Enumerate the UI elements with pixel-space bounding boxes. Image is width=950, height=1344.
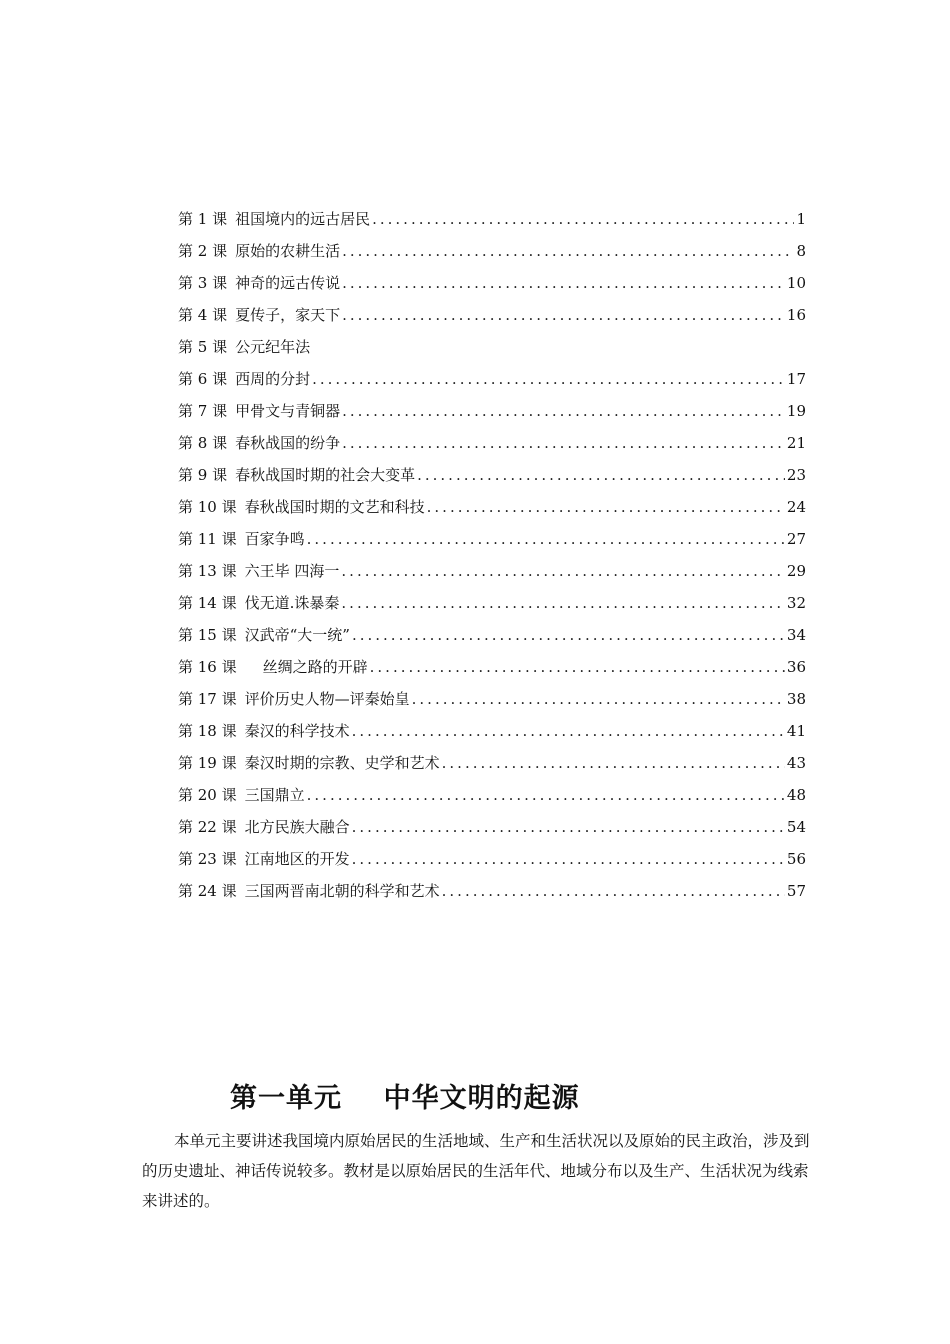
unit-heading: 第一单元 中华文明的起源 <box>230 1083 580 1114</box>
toc-dot-leader <box>352 843 785 875</box>
toc-dot-leader <box>372 203 794 235</box>
toc-entry[interactable] <box>178 843 806 875</box>
toc-dot-leader <box>342 267 785 299</box>
toc-lesson-number: 第 3 课 <box>178 274 228 292</box>
toc-lesson-number: 第 1 课 <box>178 210 228 228</box>
toc-lesson-title: 秦汉时期的宗教、史学和艺术 <box>244 754 440 772</box>
toc-entry[interactable] <box>178 619 806 651</box>
toc-page-number: 8 <box>796 242 806 260</box>
toc-lesson-number: 第 16 课 <box>178 658 237 676</box>
toc-lesson-number: 第 11 课 <box>178 530 237 548</box>
toc-page-number: 27 <box>786 530 806 548</box>
toc-dot-leader <box>341 587 785 619</box>
toc-page-number: 1 <box>796 210 806 228</box>
toc-entry[interactable] <box>178 491 806 523</box>
toc-entry[interactable] <box>178 875 806 907</box>
toc-lesson-number: 第 6 课 <box>178 370 228 388</box>
toc-lesson-title: 三国鼎立 <box>244 786 305 804</box>
toc-dot-leader <box>417 459 785 491</box>
toc-page-number: 41 <box>786 722 806 740</box>
toc-lesson-title: 原始的农耕生活 <box>235 242 341 260</box>
toc-dot-leader <box>352 619 785 651</box>
toc-lesson-number: 第 8 课 <box>178 434 228 452</box>
toc-entry[interactable] <box>178 203 806 235</box>
unit-intro-paragraph: 本单元主要讲述我国境内原始居民的生活地域、生产和生活状况以及原始的民主政治，涉及到的历史遗址、神话传说较多。教材是以原始居民的生活年代、地域分布以及生产、生活状况为线索来讲述的。 <box>142 1132 810 1210</box>
toc-lesson-title: 六王毕 四海一 <box>244 562 340 580</box>
toc-lesson-title: 评价历史人物—评秦始皇 <box>244 690 410 708</box>
toc-page-number: 56 <box>786 850 806 868</box>
toc-lesson-number: 第 5 课 <box>178 338 228 356</box>
toc-lesson-number: 第 10 课 <box>178 498 237 516</box>
toc-dot-leader <box>342 395 785 427</box>
toc-lesson-number: 第 23 课 <box>178 850 237 868</box>
toc-entry[interactable] <box>178 715 806 747</box>
toc-lesson-number: 第 18 课 <box>178 722 237 740</box>
toc-entry[interactable] <box>178 779 806 811</box>
toc-page-number: 54 <box>786 818 806 836</box>
toc-page-number: 57 <box>786 882 806 900</box>
toc-entry[interactable] <box>178 811 806 843</box>
toc-lesson-title: 夏传子，家天下 <box>235 306 341 324</box>
toc-page-number: 10 <box>786 274 806 292</box>
toc-page-number: 43 <box>786 754 806 772</box>
toc-dot-leader <box>341 555 785 587</box>
toc-lesson-title: 祖国境内的远古居民 <box>235 210 371 228</box>
toc-lesson-title: 丝绸之路的开辟 <box>262 658 368 676</box>
toc-page-number: 17 <box>786 370 806 388</box>
toc-page-number: 34 <box>786 626 806 644</box>
toc-lesson-number: 第 14 课 <box>178 594 237 612</box>
toc-entry[interactable] <box>178 267 806 299</box>
toc-lesson-title: 春秋战国时期的社会大变革 <box>235 466 416 484</box>
toc-entry[interactable] <box>178 299 806 331</box>
toc-dot-leader <box>342 427 785 459</box>
toc-page-number: 36 <box>786 658 806 676</box>
toc-lesson-number: 第 19 课 <box>178 754 237 772</box>
toc-dot-leader <box>312 363 785 395</box>
toc-page-number: 21 <box>786 434 806 452</box>
toc-page-number: 23 <box>786 466 806 484</box>
toc-entry[interactable] <box>178 587 806 619</box>
toc-entry[interactable] <box>178 235 806 267</box>
toc-page-number: 29 <box>786 562 806 580</box>
toc-lesson-number: 第 9 课 <box>178 466 228 484</box>
toc-lesson-title: 北方民族大融合 <box>244 818 350 836</box>
toc-entry[interactable] <box>178 395 806 427</box>
toc-lesson-number: 第 4 课 <box>178 306 228 324</box>
toc-entry[interactable] <box>178 427 806 459</box>
toc-lesson-title: 伐无道.诛暴秦 <box>244 594 340 612</box>
toc-lesson-number: 第 17 课 <box>178 690 237 708</box>
toc-lesson-title: 江南地区的开发 <box>244 850 350 868</box>
toc-entry[interactable] <box>178 459 806 491</box>
toc-page-number: 16 <box>786 306 806 324</box>
toc-entry[interactable] <box>178 747 806 779</box>
toc-lesson-title: 三国两晋南北朝的科学和艺术 <box>244 882 440 900</box>
toc-lesson-number: 第 7 课 <box>178 402 228 420</box>
toc-dot-leader <box>342 299 785 331</box>
toc-dot-leader <box>370 651 785 683</box>
toc-lesson-number: 第 15 课 <box>178 626 237 644</box>
toc-dot-leader <box>442 747 785 779</box>
toc-entry[interactable] <box>178 555 806 587</box>
toc-page-number: 19 <box>786 402 806 420</box>
toc-dot-leader <box>307 779 785 811</box>
table-of-contents <box>178 203 806 907</box>
toc-lesson-number: 第 22 课 <box>178 818 237 836</box>
toc-lesson-number: 第 2 课 <box>178 242 228 260</box>
toc-lesson-number: 第 20 课 <box>178 786 237 804</box>
toc-dot-leader <box>412 683 785 715</box>
toc-entry[interactable] <box>178 331 806 363</box>
toc-dot-leader <box>427 491 785 523</box>
toc-lesson-title: 神奇的远古传说 <box>235 274 341 292</box>
toc-lesson-title: 西周的分封 <box>235 370 311 388</box>
toc-lesson-number: 第 13 课 <box>178 562 237 580</box>
toc-lesson-title: 汉武帝“大一统” <box>244 626 350 644</box>
toc-dot-leader <box>442 875 785 907</box>
toc-entry[interactable] <box>178 363 806 395</box>
toc-lesson-title: 春秋战国时期的文艺和科技 <box>244 498 425 516</box>
toc-dot-leader <box>352 715 785 747</box>
toc-page-number: 38 <box>786 690 806 708</box>
toc-page-number: 32 <box>786 594 806 612</box>
toc-dot-leader <box>352 811 785 843</box>
toc-page-number: 24 <box>786 498 806 516</box>
toc-lesson-title: 春秋战国的纷争 <box>235 434 341 452</box>
toc-lesson-title: 公元纪年法 <box>235 338 311 356</box>
toc-lesson-title: 秦汉的科学技术 <box>244 722 350 740</box>
toc-lesson-title: 百家争鸣 <box>244 530 305 548</box>
toc-lesson-number: 第 24 课 <box>178 882 237 900</box>
toc-dot-leader <box>342 235 794 267</box>
toc-entry[interactable] <box>178 651 806 683</box>
toc-lesson-title: 甲骨文与青铜器 <box>235 402 341 420</box>
toc-page-number: 48 <box>786 786 806 804</box>
toc-entry[interactable] <box>178 683 806 715</box>
toc-dot-leader <box>307 523 785 555</box>
toc-entry[interactable] <box>178 523 806 555</box>
